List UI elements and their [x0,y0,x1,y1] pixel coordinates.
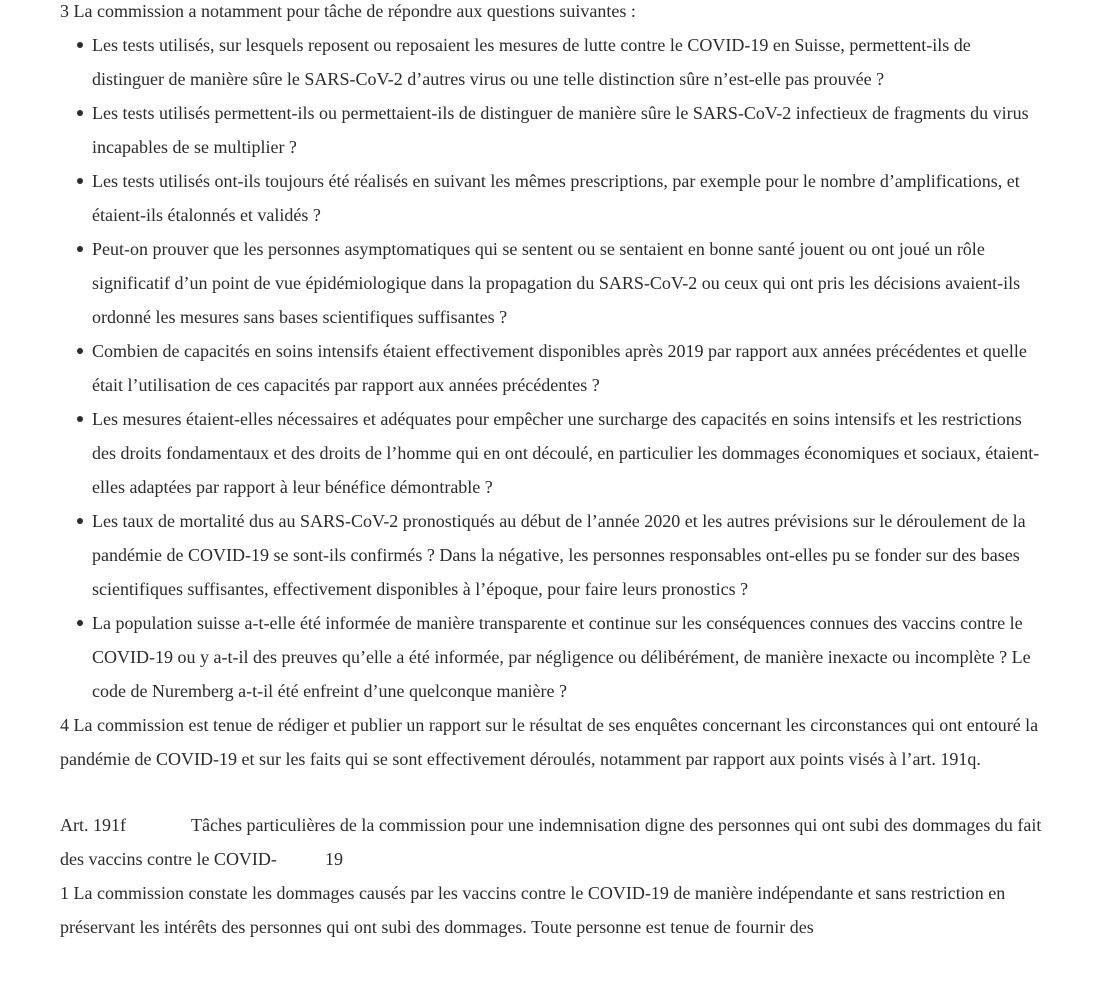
article-heading [60,808,1047,876]
article-label: Art. 191f [60,815,126,835]
article-paragraph-1: 1 La commission constate les dommages causés par les vaccins contre le COVID-19 de manière indépendante et sans restriction en préservant les intérêts des personnes qui ont subi des dommages. Toute personne est tenue de fournir des [60,883,1006,937]
list-item: Les tests utilisés ont-ils toujours été réalisés en suivant les mêmes prescriptions, par exemple pour le nombre d’amplifications, et étaient-ils étalonnés et validés ? [92,164,1047,232]
article-title: Tâches particulières de la commission pour une indemnisation digne des personnes qui ont subi des dommages du fait des vaccins contre le COVID- [60,815,1042,869]
section-3-intro: 3 La commission a notamment pour tâche de répondre aux questions suivantes : [60,1,636,21]
list-item: Les tests utilisés, sur lesquels reposent ou reposaient les mesures de lutte contre le COVID-19 en Suisse, permettent-ils de distinguer de manière sûre le SARS-CoV-2 d’autres virus ou une telle distinction sûre n’est-elle pas prouvée ? [92,28,1047,96]
list-item: Combien de capacités en soins intensifs étaient effectivement disponibles après 2019 par rapport aux années précédentes et quelle était l’utilisation de ces capacités par rapport aux années précédentes ? [92,334,1047,402]
list-item: Les mesures étaient-elles nécessaires et adéquates pour empêcher une surcharge des capacités en soins intensifs et les restrictions des droits fondamentaux et des droits de l’homme qui en ont découlé, en particulier les dommages économiques et sociaux, étaient-elles adaptées par rapport à leur bénéfice démontrable ? [92,402,1047,504]
article-title-suffix: 19 [324,849,343,869]
list-item: Peut-on prouver que les personnes asymptomatiques qui se sentent ou se sentaient en bonne santé jouent ou ont joué un rôle significatif d’un point de vue épidémiologique dans la propagation du SARS-CoV-2 ou ceux qui ont pris les décisions avaient-ils ordonné les mesures sans bases scientifiques suffisantes ? [92,232,1047,334]
list-item: La population suisse a-t-elle été informée de manière transparente et continue sur les conséquences connues des vaccins contre le COVID-19 ou y a-t-il des preuves qu’elle a été informée, par négligence ou délibérément, de manière inexacte ou incomplète ? Le code de Nuremberg a-t-il été enfreint d’une quelconque manière ? [92,606,1047,708]
section-4-paragraph: 4 La commission est tenue de rédiger et publier un rapport sur le résultat de ses enquêtes concernant les circonstances qui ont entouré la pandémie de COVID-19 et sur les faits qui se sont effectivement déroulés, notamment par rapport aux points visés à l’art. 191q. [60,715,1039,769]
list-item: Les tests utilisés permettent-ils ou permettaient-ils de distinguer de manière sûre le SARS-CoV-2 infectieux de fragments du virus incapables de se multiplier ? [92,96,1047,164]
list-item: Les taux de mortalité dus au SARS-CoV-2 pronostiqués au début de l’année 2020 et les autres prévisions sur le déroulement de la pandémie de COVID-19 se sont-ils confirmés ? Dans la négative, les personnes responsables ont-elles pu se fonder sur des bases scientifiques suffisantes, effectivement disponibles à l’époque, pour faire leurs pronostics ? [92,504,1047,606]
questions-list [60,28,1047,708]
section-spacer [60,776,1047,808]
